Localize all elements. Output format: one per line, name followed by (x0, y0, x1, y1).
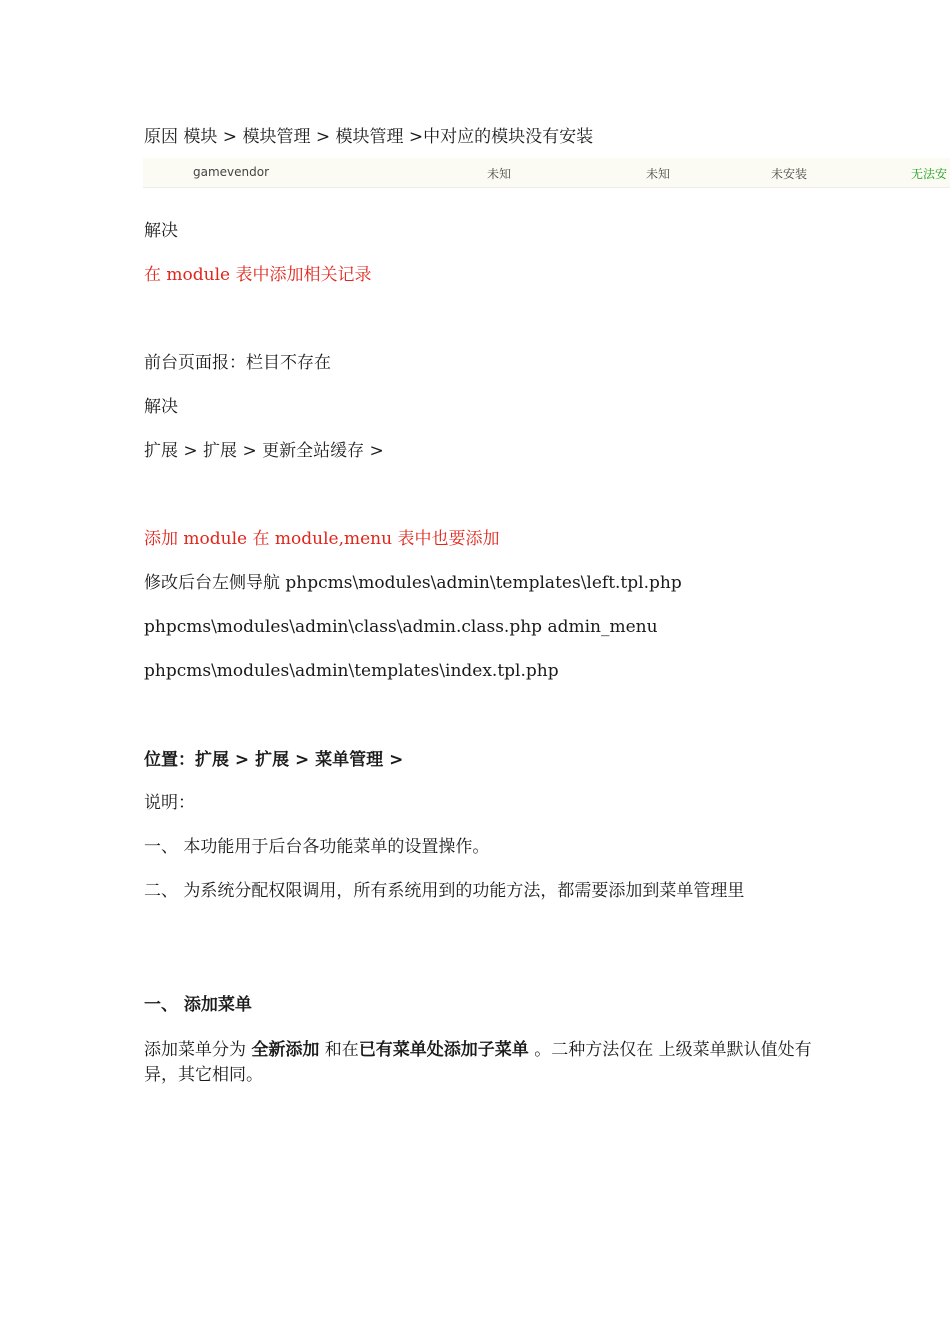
module-date-cell: 未知 (646, 167, 671, 181)
module-action-link[interactable]: 无法安 (911, 167, 948, 181)
solution-label: 解决 (144, 221, 178, 241)
reason-line: 原因 模块 > 模块管理 > 模块管理 >中对应的模块没有安装 (144, 127, 594, 147)
left-nav-path: 修改后台左侧导航 phpcms\modules\admin\templates\left.tpl.php (144, 573, 682, 593)
module-version-cell: 未知 (487, 167, 512, 181)
frontend-error-line: 前台页面报：栏目不存在 (144, 353, 331, 373)
section-heading-add-menu: 一、 添加菜单 (144, 995, 252, 1015)
module-status-cell: 未安装 (771, 167, 808, 181)
module-table-row (143, 158, 950, 188)
description-item-1: 一、 本功能用于后台各功能菜单的设置操作。 (144, 837, 490, 857)
description-item-2: 二、 为系统分配权限调用，所有系统用到的功能方法，都需要添加到菜单管理里 (144, 881, 745, 901)
admin-class-path: phpcms\modules\admin\class\admin.class.php admin_menu (144, 617, 658, 637)
solution-label-2: 解决 (144, 397, 178, 417)
module-name-cell: gamevendor (193, 165, 270, 179)
description-label: 说明： (144, 793, 195, 813)
index-tpl-path: phpcms\modules\admin\templates\index.tpl.php (144, 661, 559, 681)
add-menu-sub-bold: 已有菜单处添加子菜单 (358, 1040, 529, 1060)
add-menu-new-bold: 全新添加 (251, 1040, 320, 1060)
add-menu-text-a: 添加菜单分为 (144, 1040, 252, 1060)
add-menu-paragraph (144, 1038, 814, 1088)
solution-text: 在 module 表中添加相关记录 (144, 265, 372, 285)
add-module-note: 添加 module 在 module,menu 表中也要添加 (144, 529, 500, 549)
add-menu-text-c: 和在 (319, 1040, 359, 1060)
add-menu-text-e: 。二种方法仅在 上级菜单默认值处有异，其它相同。 (144, 1040, 812, 1085)
cache-path-line: 扩展 > 扩展 > 更新全站缓存 > (144, 441, 384, 461)
location-heading: 位置：扩展 > 扩展 > 菜单管理 > (144, 750, 404, 770)
